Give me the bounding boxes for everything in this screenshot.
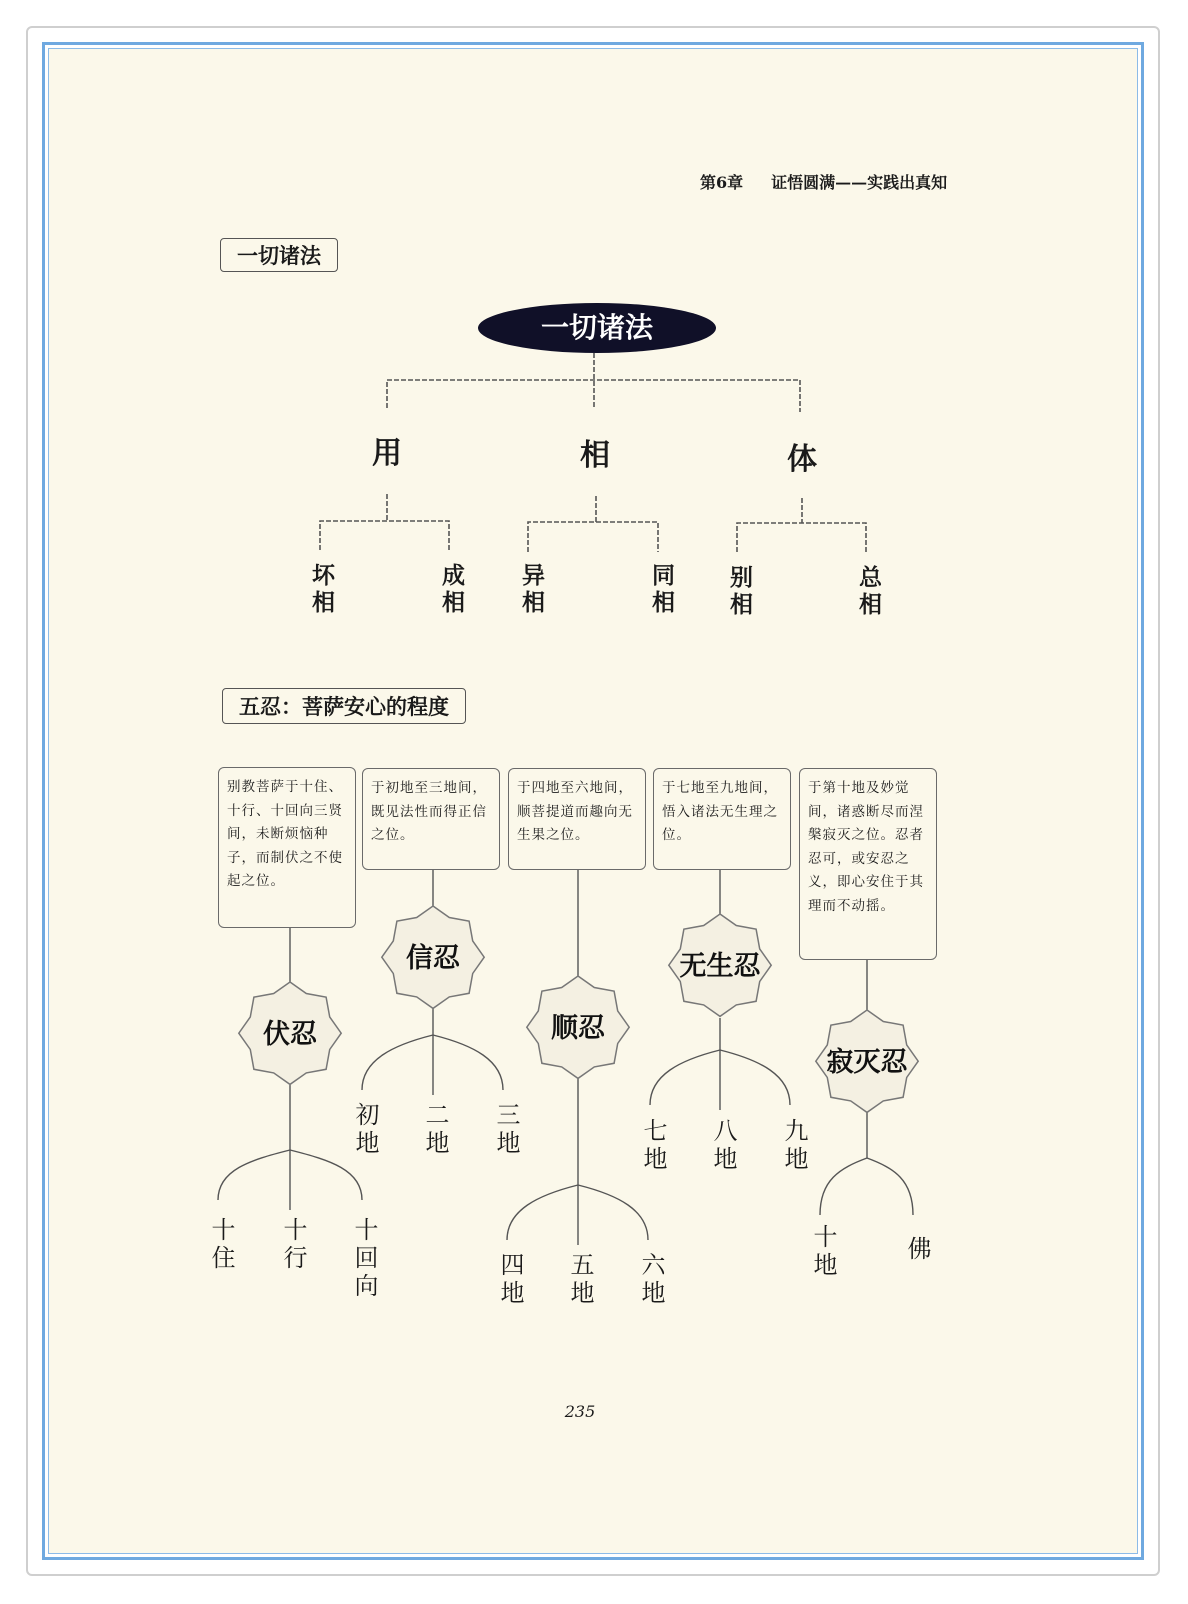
leaf-qi-di: 七地 [639,1118,667,1174]
leaf-san-di: 三地 [492,1102,520,1158]
section1-label: 一切诸法 [220,238,338,272]
leaf-bie-xiang: 别相 [726,565,752,619]
ren-name-5: 寂灭忍 [826,1047,908,1078]
branch-xiang: 相 [580,438,610,473]
branch-yong: 用 [372,436,402,471]
leaf-si-di: 四地 [496,1252,524,1308]
ren-name-3: 顺忍 [551,1013,605,1044]
leaf-jiu-di: 九地 [780,1118,808,1174]
section2-label: 五忍：菩萨安心的程度 [222,688,466,724]
root-node: 一切诸法 [478,303,716,353]
leaf-liu-di: 六地 [637,1252,665,1308]
desc-fu-ren: 别教菩萨于十住、十行、十回向三贤间，未断烦恼种子，而制伏之不使起之位。 [218,767,356,928]
page-number: 235 [564,1402,596,1421]
leaf-er-di: 二地 [421,1102,449,1158]
leaf-yi-xiang: 异相 [518,563,544,617]
leaf-shi-zhu: 十住 [207,1217,235,1273]
ren-name-2: 信忍 [406,943,460,974]
ren-name-1: 伏忍 [263,1019,317,1050]
leaf-huai-xiang: 坏相 [308,563,334,617]
desc-xin-ren: 于初地至三地间，既见法性而得正信之位。 [362,768,500,870]
leaf-chu-di: 初地 [351,1102,379,1158]
leaf-shi-huixiang: 十回向 [350,1217,378,1301]
branch-ti: 体 [787,442,817,477]
leaf-zong-xiang: 总相 [855,565,881,619]
leaf-wu-di: 五地 [566,1252,594,1308]
leaf-cheng-xiang: 成相 [438,563,464,617]
ren-name-4: 无生忍 [679,951,761,982]
leaf-shi-di: 十地 [809,1224,837,1280]
header-chapter: 第6章 [700,173,744,192]
header-title: 证悟圆满——实践出真知 [771,173,948,192]
desc-wusheng-ren: 于七地至九地间，悟入诸法无生理之位。 [653,768,791,870]
leaf-ba-di: 八地 [709,1118,737,1174]
leaf-tong-xiang: 同相 [648,563,674,617]
leaf-shi-xing: 十行 [279,1217,307,1273]
desc-shun-ren: 于四地至六地间，顺菩提道而趣向无生果之位。 [508,768,646,870]
desc-jimie-ren: 于第十地及妙觉间，诸惑断尽而涅槃寂灭之位。忍者忍可，或安忍之义，即心安住于其理而不动摇。 [799,768,937,960]
leaf-fo: 佛 [903,1236,931,1264]
